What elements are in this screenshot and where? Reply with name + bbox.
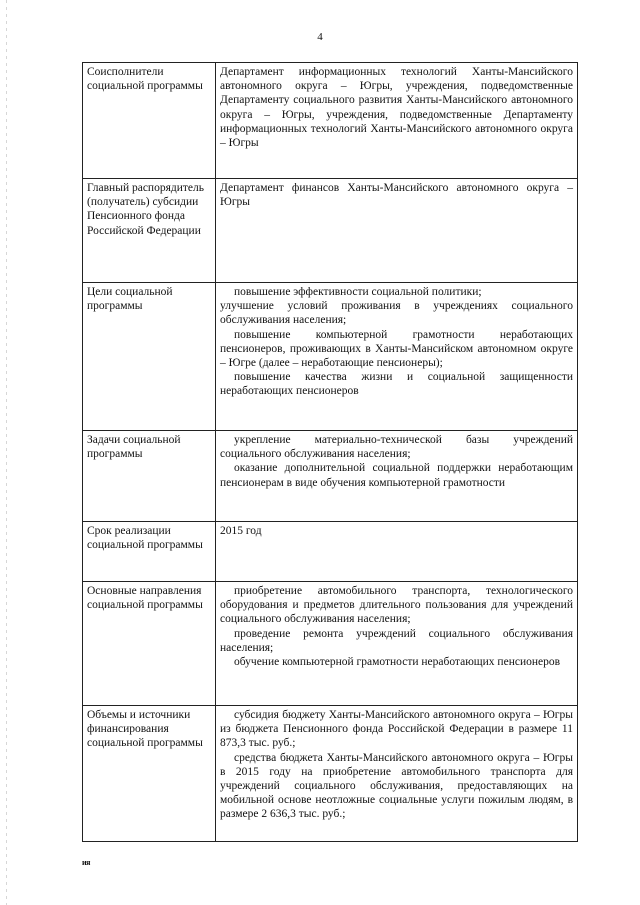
table-row-co-executors bbox=[83, 63, 578, 179]
content-paragraph: Департамент финансов Ханты-Мансийского автономного округа – Югры bbox=[220, 182, 573, 209]
table-row-term bbox=[83, 522, 578, 582]
content-paragraph: Департамент информационных технологий Ханты-Мансийского автономного округа – Югры, учреждения, подведомственные Департаменту социального развития Ханты-Мансийского автономного округа – Югры, учреждения, подведомственные Департаменту информационных технологий Ханты-Мансийского автономного округа – Югры bbox=[220, 66, 573, 150]
row-label: Основные направления социальной программы bbox=[83, 582, 216, 706]
content-paragraph: улучшение условий проживания в учреждениях социального обслуживания населения; bbox=[220, 300, 573, 327]
content-paragraph: оказание дополнительной социальной поддержки неработающим пенсионерам в виде обучения компьютерной грамотности bbox=[220, 462, 573, 489]
content-paragraph: средства бюджета Ханты-Мансийского автономного округа – Югры в 2015 году на приобретение автомобильного транспорта для учреждений социального обслуживания, предоставляющих на мобильной основе неотложные социальные услуги пожилым людям, в размере 2 636,3 тыс. руб.; bbox=[220, 751, 573, 821]
row-label: Задачи социальной программы bbox=[83, 431, 216, 522]
row-content bbox=[216, 706, 578, 842]
program-passport-table bbox=[82, 62, 578, 842]
row-content bbox=[216, 179, 578, 283]
row-label: Срок реализации социальной программы bbox=[83, 522, 216, 582]
content-paragraph: проведение ремонта учреждений социального обслуживания населения; bbox=[220, 627, 573, 654]
page-number: 4 bbox=[317, 31, 323, 43]
row-label: Объемы и источники финансирования социальной программы bbox=[83, 706, 216, 842]
content-paragraph: повышение компьютерной грамотности неработающих пенсионеров, проживающих в Ханты-Мансийском автономном округе – Югре (далее – неработающие пенсионеры); bbox=[220, 328, 573, 370]
row-label: Главный распорядитель (получатель) субсидии Пенсионного фонда Российской Федерации bbox=[83, 179, 216, 283]
footer-mark: ия bbox=[82, 858, 90, 867]
content-paragraph: повышение качества жизни и социальной защищенности неработающих пенсионеров bbox=[220, 371, 573, 398]
row-content bbox=[216, 431, 578, 522]
row-content bbox=[216, 582, 578, 706]
content-paragraph: укрепление материально-технической базы учреждений социального обслуживания населения; bbox=[220, 434, 573, 461]
table-row-funding bbox=[83, 706, 578, 842]
row-content bbox=[216, 283, 578, 431]
content-paragraph: субсидия бюджету Ханты-Мансийского автономного округа – Югры из бюджета Пенсионного фонда Российской Федерации в размере 11 873,3 тыс. руб.; bbox=[220, 709, 573, 750]
content-paragraph: повышение эффективности социальной политики; bbox=[234, 286, 482, 298]
content-paragraph: 2015 год bbox=[220, 525, 262, 537]
row-content bbox=[216, 63, 578, 179]
table-row-chief-manager bbox=[83, 179, 578, 283]
row-label: Соисполнители социальной программы bbox=[83, 63, 216, 179]
table-row-goals bbox=[83, 283, 578, 431]
table-row-tasks bbox=[83, 431, 578, 522]
table-row-directions bbox=[83, 582, 578, 706]
row-content bbox=[216, 522, 578, 582]
scan-edge-line bbox=[6, 0, 7, 905]
content-paragraph: приобретение автомобильного транспорта, технологического оборудования и предметов длительного пользования для учреждений социального обслуживания населения; bbox=[220, 585, 573, 626]
content-paragraph: обучение компьютерной грамотности неработающих пенсионеров bbox=[234, 656, 561, 669]
row-label: Цели социальной программы bbox=[83, 283, 216, 431]
